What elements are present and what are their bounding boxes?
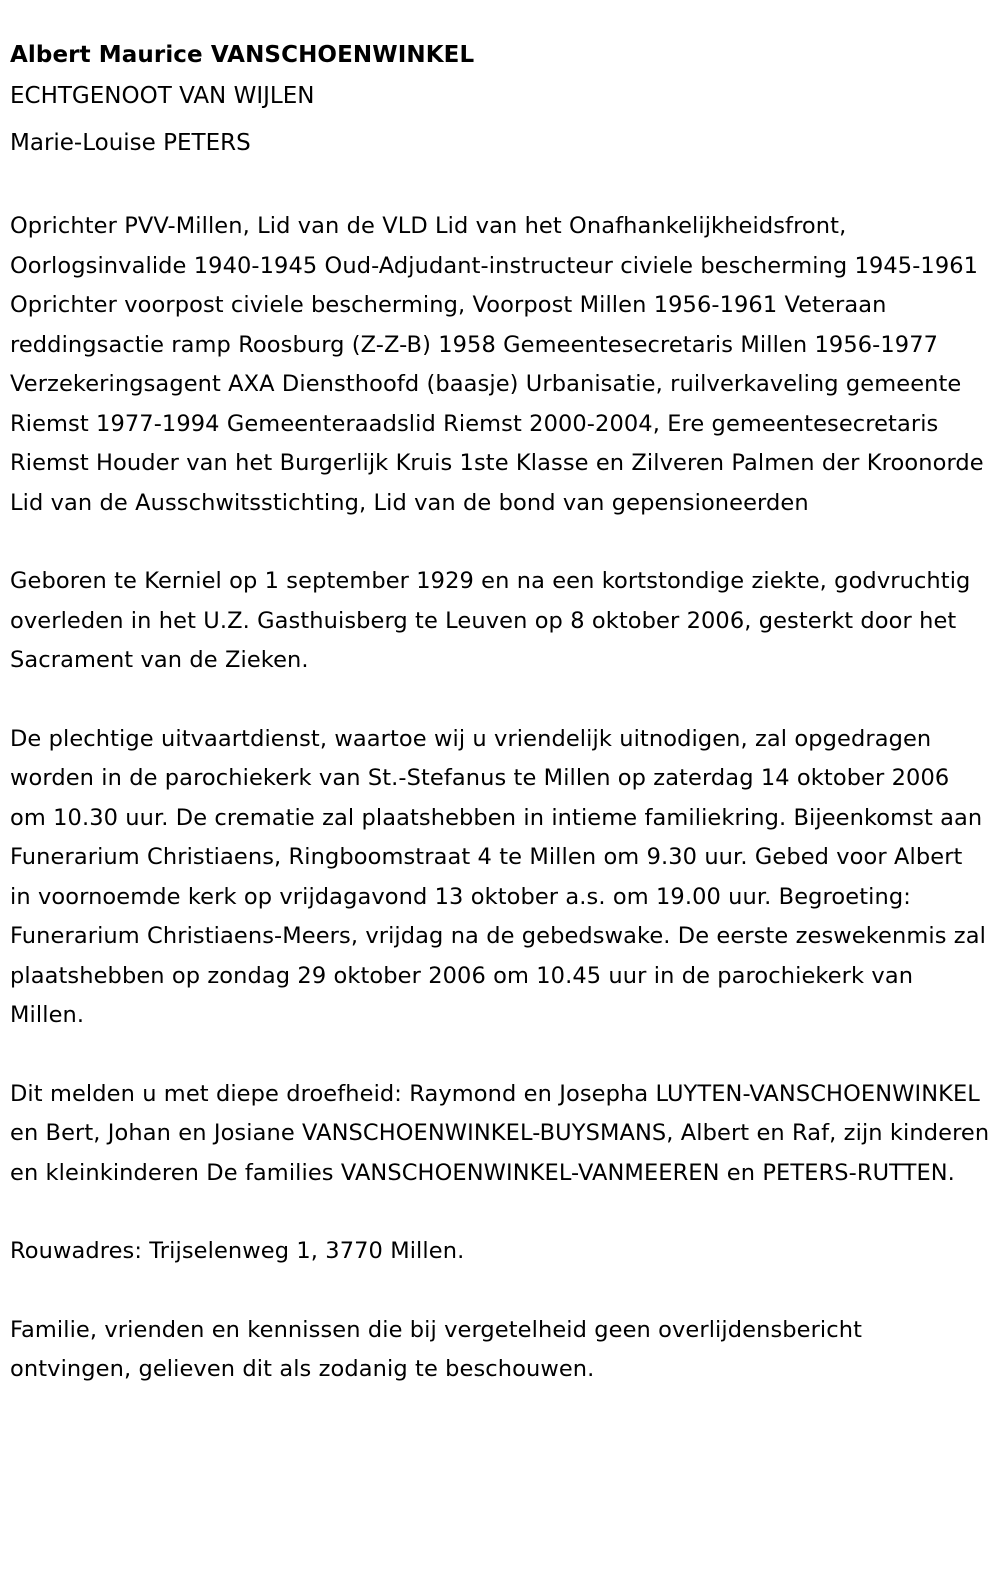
funeral-paragraph: De plechtige uitvaartdienst, waartoe wij u vriendelijk uitnodigen, zal opgedragen worden in de parochiekerk van St.-Stefanus te Millen op zaterdag 14 oktober 2006 om 10.30 uur. De crematie zal plaatshebben in intieme familiekring. Bijeenkomst aan Funerarium Christiaens, Ringboomstraat 4 te Millen om 9.30 uur. Gebed voor Albert in voornoemde kerk op vrijdagavond 13 oktober a.s. om 19.00 uur. Begroeting: Funerarium Christiaens-Meers, vrijdag na de gebedswake. De eerste zeswekenmis zal plaatshebben op zondag 29 oktober 2006 om 10.45 uur in de parochiekerk van Millen. [10, 725, 986, 1028]
obituary-document [10, 38, 990, 1390]
deceased-name: Albert Maurice VANSCHOENWINKEL [10, 42, 475, 68]
notice-paragraph: Familie, vrienden en kennissen die bij vergetelheid geen overlijdensbericht ontvingen, gelieven dit als zodanig te beschouwen. [10, 1316, 863, 1382]
family-paragraph: Dit melden u met diepe droefheid: Raymond en Josepha LUYTEN-VANSCHOENWINKEL en Bert, Johan en Josiane VANSCHOENWINKEL-BUYSMANS, Albert en Raf, zijn kinderen en kleinkinderen De families VANSCHOENWINKEL-VANMEEREN en PETERS-RUTTEN. [10, 1080, 990, 1186]
spouse-label: ECHTGENOOT VAN WIJLEN [10, 83, 315, 109]
birth-death-paragraph: Geboren te Kerniel op 1 september 1929 en na een kortstondige ziekte, godvruchtig overleden in het U.Z. Gasthuisberg te Leuven op 8 oktober 2006, gesterkt door het Sacrament van de Zieken. [10, 568, 971, 673]
biography-paragraph: Oprichter PVV-Millen, Lid van de VLD Lid van het Onafhankelijkheidsfront, Oorlogsinvalide 1940-1945 Oud-Adjudant-instructeur civiele bescherming 1945-1961 Oprichter voorpost civiele bescherming, Voorpost Millen 1956-1961 Veteraan reddingsactie ramp Roosburg (Z-Z-B) 1958 Gemeentesecretaris Millen 1956-1977 Verzekeringsagent AXA Diensthoofd (baasje) Urbanisatie, ruilverkaveling gemeente Riemst 1977-1994 Gemeenteraadslid Riemst 2000-2004, Ere gemeentesecretaris Riemst Houder van het Burgerlijk Kruis 1ste Klasse en Zilveren Palmen der Kroonorde Lid van de Ausschwitsstichting, Lid van de bond van gepensioneerden [10, 213, 984, 516]
spouse-name: Marie-Louise PETERS [10, 130, 251, 156]
obituary-body [10, 207, 990, 1390]
address-paragraph: Rouwadres: Trijselenweg 1, 3770 Millen. [10, 1238, 465, 1264]
